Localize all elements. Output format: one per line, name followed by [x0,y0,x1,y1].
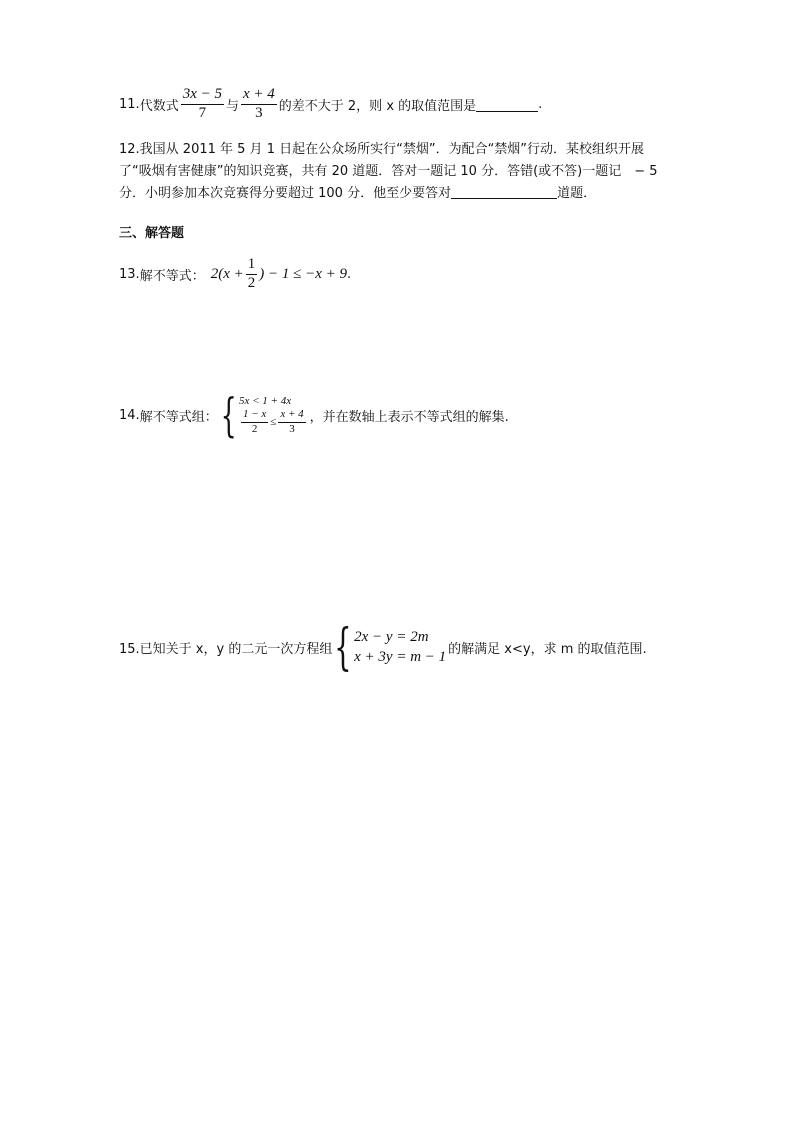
question-12-line-1 [119,138,644,157]
q12-line-3-suffix: 道题． [557,186,597,201]
q14-prefix: 解不等式组： [139,409,218,425]
q11-fraction-2 [241,86,277,122]
question-12-line-3 [119,182,596,201]
question-11 [119,86,542,122]
q11-fraction-1 [181,86,224,122]
q11-frac2-denominator: 3 [255,105,263,121]
q13-expr-right: ) − 1 ≤ −x + 9 [259,265,347,282]
q13-frac-denominator: 2 [247,275,256,291]
q14-row-2 [239,408,308,436]
q14-frac-2 [278,408,305,436]
q12-line-3-prefix: 分．小明参加本次竞赛得分要超过 100 分．他至少要答对 [119,186,452,201]
q11-answer-blank[interactable] [476,97,538,112]
question-13 [119,256,351,292]
section-heading: 三、解答题 [119,226,185,241]
q12-answer-blank[interactable] [451,184,557,199]
q11-frac1-numerator: 3x − 5 [181,86,224,105]
q14-relation: ≤ [270,416,277,428]
q15-suffix: 的解满足 x<y，求 m 的取值范围. [448,641,647,657]
q11-end: . [538,96,543,112]
q14-brace: { [220,388,237,442]
q14-number: 14. [119,407,140,423]
q15-row-1: 2x − y = 2m [354,629,429,645]
q14-frac1-numerator: 1 − x [241,408,268,423]
q11-prefix: 代数式 [139,98,179,114]
q14-system [239,394,308,436]
q12-line-1: 12.我国从 2011 年 5 月 1 日起在公众场所实行“禁烟”．为配合“禁烟”行动．某校组织开展 [119,142,645,157]
q14-frac-1 [241,408,268,436]
q14-row-1: 5x < 1 + 4x [238,395,292,407]
q14-frac2-numerator: x + 4 [278,408,305,423]
q11-mid: 与 [225,98,239,114]
q14-frac2-denominator: 3 [289,423,295,435]
q11-frac2-numerator: x + 4 [241,86,277,105]
q11-frac1-denominator: 7 [198,105,207,121]
q15-prefix: 15.已知关于 x，y 的二元一次方程组 [119,641,333,657]
q14-suffix: ，并在数轴上表示不等式组的解集. [309,409,509,425]
question-12-line-2 [119,160,658,179]
q13-end: . [347,266,352,282]
q13-expr-left: 2(x + [210,265,244,282]
q15-system [354,627,446,667]
question-14 [119,388,509,442]
q12-line-2: 了“吸烟有害健康”的知识竞赛，共有 20 道题．答对一题记 10 分．答错(或不答)一题记 − 5 [119,164,658,179]
q15-brace: { [334,618,352,676]
q13-frac-numerator: 1 [246,256,258,275]
question-15 [119,618,647,676]
q13-prefix: 解不等式： [139,268,205,284]
q13-fraction [246,256,258,292]
q13-number: 13. [119,266,140,282]
q15-row-2: x + 3y = m − 1 [354,649,447,665]
q11-suffix: 的差不大于 2，则 x 的取值范围是 [278,98,477,114]
q14-frac1-denominator: 2 [251,423,258,435]
q11-number: 11. [119,96,140,112]
